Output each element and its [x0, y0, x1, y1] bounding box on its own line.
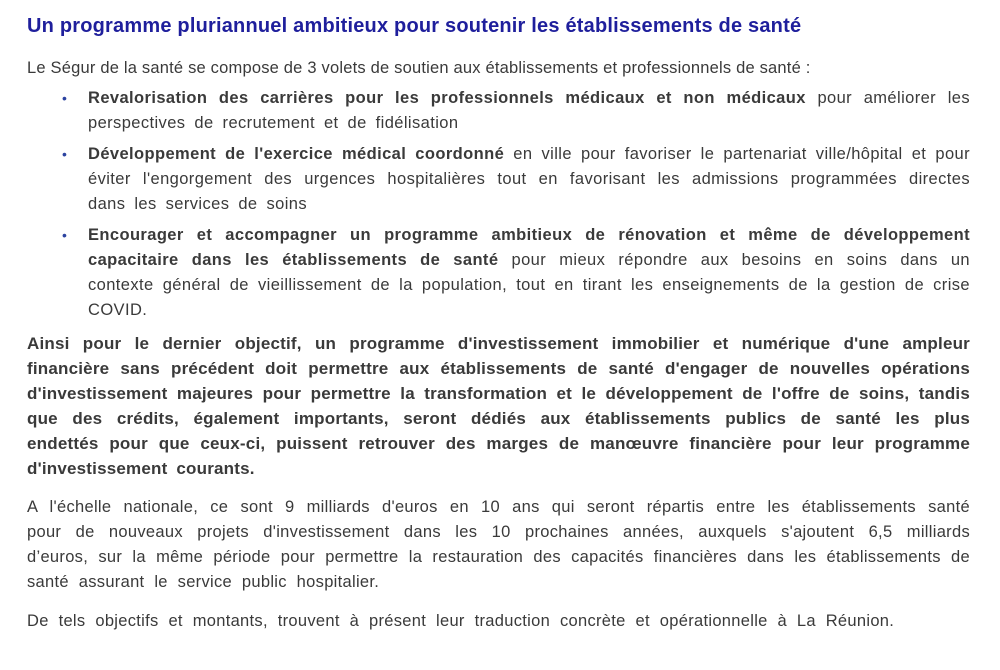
- bullet-lead-bold: Développement de l'exercice médical coordonné: [88, 145, 505, 163]
- body-paragraph: A l'échelle nationale, ce sont 9 milliards d'euros en 10 ans qui seront répartis entre les établissements santé pour de nouveaux projets d'investissement dans les 10 prochaines années, auxquels s'ajoutent 6,5 milliards d’euros, sur la même période pour permettre la restauration des capacités financières dans les établissements de santé assurant le service public hospitalier.: [27, 498, 970, 591]
- bullet-marker-icon: •: [62, 227, 67, 243]
- bullet-item: [27, 142, 970, 217]
- bullet-lead-bold: Revalorisation des carrières pour les professionnels médicaux et non médicaux: [88, 89, 806, 107]
- bullet-list: [27, 86, 970, 323]
- bullet-marker-icon: •: [62, 146, 67, 162]
- bullet-lead-bold: Encourager et accompagner un programme ambitieux de rénovation et même de développement capacitaire dans les établissements de santé: [88, 226, 970, 269]
- body-paragraph: Ainsi pour le dernier objectif, un programme d'investissement immobilier et numérique d'une ampleur financière sans précédent doit permettre aux établissements de santé d'engager de nouvelles opérations d'investissement majeures pour permettre la transformation et le développement de l'offre de soins, tandis que des crédits, également importants, seront dédiés aux établissements publics de santé les plus endettés pour que ceux-ci, puissent retrouver des marges de manœuvre financière pour leur programme d'investissement courants.: [27, 334, 970, 478]
- bullet-item: [27, 223, 970, 323]
- bullet-text: Développement de l'exercice médical coordonné en ville pour favoriser le partenariat ville/hôpital et pour éviter l'engorgement des urgences hospitalières tout en favorisant les admissions programmées directes dans les services de soins: [88, 145, 970, 213]
- bullet-text: Revalorisation des carrières pour les professionnels médicaux et non médicaux pour améliorer les perspectives de recrutement et de fidélisation: [88, 89, 970, 132]
- bullet-marker-icon: •: [62, 90, 67, 106]
- bullet-item: [27, 86, 970, 136]
- intro-paragraph: Le Ségur de la santé se compose de 3 volets de soutien aux établissements et professionnels de santé :: [27, 59, 811, 77]
- page-title: Un programme pluriannuel ambitieux pour soutenir les établissements de santé: [27, 15, 802, 37]
- bullet-text: Encourager et accompagner un programme ambitieux de rénovation et même de développement capacitaire dans les établissements de santé pour mieux répondre aux besoins en soins dans un contexte général de vieillissement de la population, tout en tirant les enseignements de la gestion de crise COVID.: [88, 226, 970, 319]
- paragraph-section: [27, 331, 970, 634]
- body-paragraph: De tels objectifs et montants, trouvent à présent leur traduction concrète et opérationnelle à La Réunion.: [27, 612, 895, 630]
